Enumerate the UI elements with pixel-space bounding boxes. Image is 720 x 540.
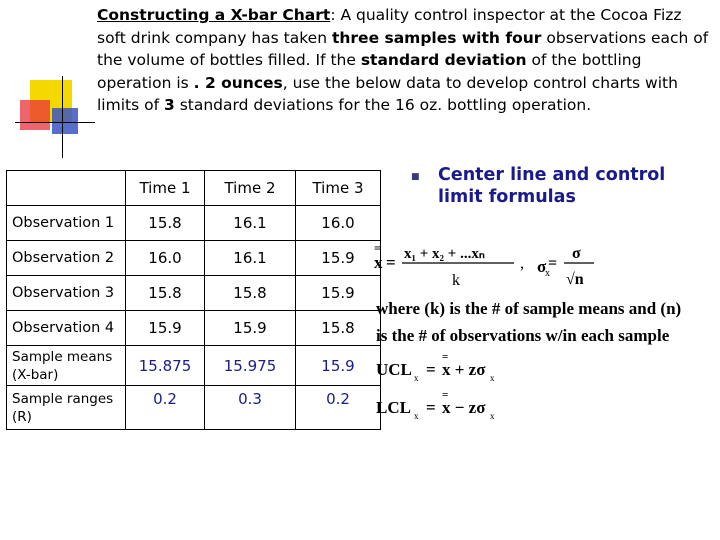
decor-horizontal-line — [15, 122, 95, 123]
data-table — [6, 170, 381, 430]
header-time-1: Time 1 — [126, 171, 205, 206]
ucl-formula — [374, 350, 534, 390]
svg-text:σ: σ — [537, 257, 547, 276]
formula-numerator: x₁ + x₂ + ...xₙ — [404, 246, 485, 262]
intro-paragraph: Constructing a X-bar Chart: A quality control inspector at the Cocoa Fizz soft drink company has taken three samples with four observations each of the volume of bottles filled. If the standard deviation of the bottling operation is . 2 ounces, use the below data to develop control charts with limits of 3 standard deviations for the 16 oz. bottling operation. — [97, 6, 709, 114]
decor-blue-square — [52, 108, 78, 134]
svg-text:=: = — [426, 360, 436, 379]
bullet-icon: ■ — [411, 172, 420, 182]
svg-text:x + zσ: x + zσ — [442, 360, 486, 379]
formula-sqrt-n: √n — [566, 271, 584, 288]
formula-k: k — [452, 272, 460, 289]
svg-text:x: x — [545, 268, 550, 279]
header-time-2: Time 2 — [205, 171, 296, 206]
table-row: Observation 4 15.9 15.9 15.8 — [7, 311, 381, 346]
decor-vertical-line — [62, 76, 63, 158]
table-header-row — [7, 171, 381, 206]
svg-text:x: x — [374, 253, 383, 272]
svg-text:=: = — [442, 389, 449, 401]
decor-red-square — [20, 100, 50, 130]
table-row: Observation 2 16.0 16.1 15.9 — [7, 241, 381, 276]
svg-text:=: = — [548, 255, 558, 272]
svg-text:x: x — [490, 373, 495, 383]
svg-text:x: x — [414, 373, 419, 383]
table-row: Observation 3 15.8 15.8 15.9 — [7, 276, 381, 311]
svg-text:,: , — [520, 255, 524, 272]
header-time-3: Time 3 — [296, 171, 381, 206]
svg-text:x: x — [414, 411, 419, 421]
table-row-means: Sample means (X-bar) 15.875 15.975 15.9 — [7, 346, 381, 386]
svg-text:=: = — [426, 398, 436, 417]
table-row-ranges: Sample ranges (R) 0.2 0.3 0.2 — [7, 386, 381, 430]
formula-sigma: σ — [572, 245, 581, 262]
table-row: Observation 1 15.8 16.1 16.0 — [7, 206, 381, 241]
svg-text:=: = — [386, 253, 396, 272]
svg-text:=: = — [374, 241, 381, 255]
lcl-formula — [374, 388, 534, 428]
lcl-label: LCL — [376, 398, 411, 417]
svg-text:=: = — [442, 351, 449, 363]
svg-text:x: x — [490, 411, 495, 421]
intro-title: Constructing a X-bar Chart — [97, 6, 331, 24]
where-line-2: is the # of observations w/in each sample — [376, 326, 670, 345]
formulas-heading: Center line and control limit formulas — [438, 165, 666, 207]
svg-text:x − zσ: x − zσ — [442, 398, 486, 417]
ucl-label: UCL — [376, 360, 412, 379]
grand-mean-formula — [372, 240, 612, 290]
where-line-1: where (k) is the # of sample means and (n) — [376, 299, 682, 318]
